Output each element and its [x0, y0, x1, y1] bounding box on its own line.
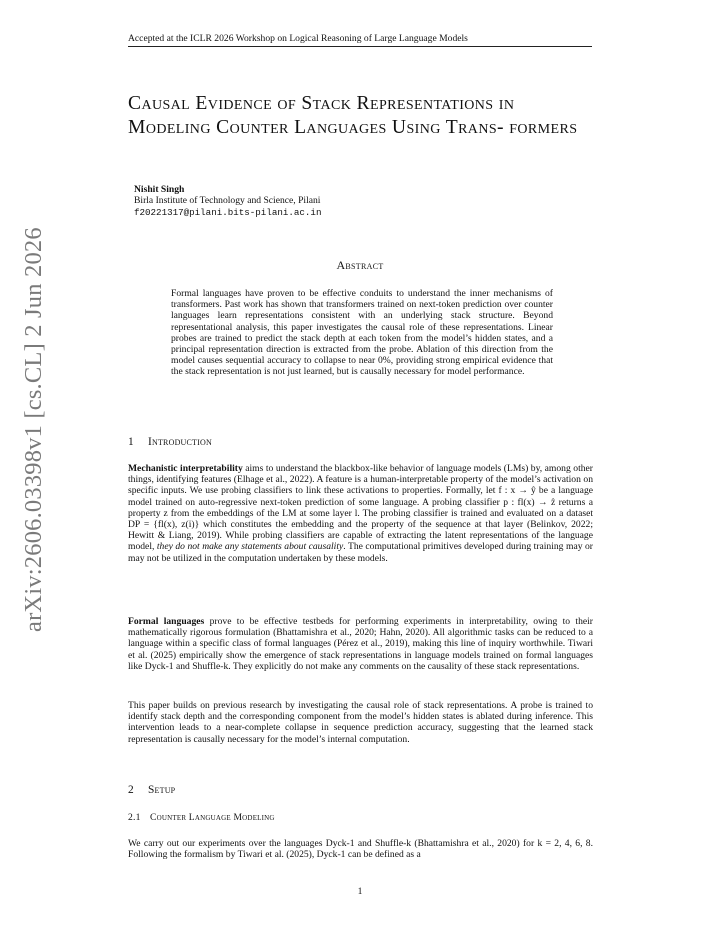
section-title: Introduction: [148, 436, 212, 448]
author-email: f20221317@pilani.bits-pilani.ac.in: [134, 206, 322, 218]
intro-paragraph-2: [128, 616, 593, 672]
section-number: 1: [128, 436, 134, 448]
section-number: 2: [128, 784, 134, 796]
paragraph-emphasis: they do not make any statements about causality: [156, 541, 344, 553]
intro-paragraph-3: This paper builds on previous research by investigating the causal role of stack representations. A probe is trained to identify stack depth and the corresponding component from the model’s hidden states is ablated during inference. This intervention leads to a near-complete collapse in sequence prediction accuracy, suggesting that the learned stack representation is causally necessary for the model’s internal computation.: [128, 700, 593, 745]
paragraph-text: prove to be effective testbeds for performing experiments in interpretability, owing to their mathematically rigorous formulation (Bhattamishra et al., 2020; Hahn, 2020). All algorithmic tasks can be reduced to a language within a specific class of formal languages (Pérez et al., 2019), making this line of inquiry worthwhile. Tiwari et al. (2025) empirically show the emergence of stack representations in language models trained on formal languages like Dyck-1 and Shuffle-k. They explicitly do not make any comments on the causality of these stack representations.: [128, 616, 593, 672]
arxiv-stamp-text: arXiv:2606.03398v1 [cs.CL] 2 Jun 2026: [20, 227, 47, 632]
paragraph-lead: Mechanistic interpretability: [128, 463, 243, 474]
paper-title: Causal Evidence of Stack Representations in Modeling Counter Languages Using Trans- formers: [128, 93, 578, 138]
subsection-heading-counter-language-modeling: [128, 812, 275, 823]
subsection-title: Counter Language Modeling: [150, 812, 275, 823]
paragraph-text: aims to understand the blackbox-like behavior of language models (LMs) by, among other things, identifying features (Elhage et al., 2022). A feature is a human-interpretable property of the model’s activation on specific inputs. We use probing classifiers to link these activations to properties. Formally, let f : x → ŷ be a language model trained on auto-regressive next-token prediction of some language. A probing classifier p : fl(x) → ẑ returns a property z from the embeddings of the LM at some layer l. The probing classifier is trained and evaluated on a dataset DP = {fl(x), z(i)} which constitutes the embedding and the property of the sequence at that layer (Belinkov, 2022; Hewitt & Liang, 2019). While probing classifiers are capable of extracting the latent representations of the language model,: [128, 463, 593, 553]
page-number: 1: [357, 886, 363, 897]
subsection-number: 2.1: [128, 812, 141, 823]
paragraph-text: . The computational primitives developed during training may or may not be utilized in the computation undertaken by these models.: [128, 541, 593, 564]
intro-paragraph-1: [128, 463, 593, 564]
abstract-body: Formal languages have proven to be effective conduits to understand the inner mechanisms of transformers. Past work has shown that transformers trained on next-token prediction over counter languages learn representations consistent with an underlying stack structure. Beyond representational analysis, this paper investigates the causal role of these representations. Linear probes are trained to predict the stack depth at each token from the model’s hidden states, and a principal representation direction is extracted from the probe. Ablation of this direction from the model causes sequential accuracy to collapse to near 0%, providing strong empirical evidence that the stack representation is not just learned, but is causally necessary for model performance.: [171, 288, 553, 378]
setup-paragraph-1: We carry out our experiments over the languages Dyck-1 and Shuffle-k (Bhattamishra et al., 2020) for k = 2, 4, 6, 8. Following the formalism by Tiwari et al. (2025), Dyck-1 can be defined as a: [128, 838, 593, 861]
paragraph-lead: Formal languages: [128, 616, 205, 627]
author-affiliation: Birla Institute of Technology and Science, Pilani: [134, 195, 321, 207]
author-block: [134, 184, 321, 218]
section-heading-introduction: [128, 436, 212, 448]
section-title: Setup: [148, 784, 176, 796]
abstract-heading: Abstract: [336, 258, 384, 272]
conference-header: Accepted at the ICLR 2026 Workshop on Logical Reasoning of Large Language Models: [128, 33, 592, 47]
section-heading-setup: [128, 784, 175, 796]
author-name: Nishit Singh: [134, 184, 185, 195]
